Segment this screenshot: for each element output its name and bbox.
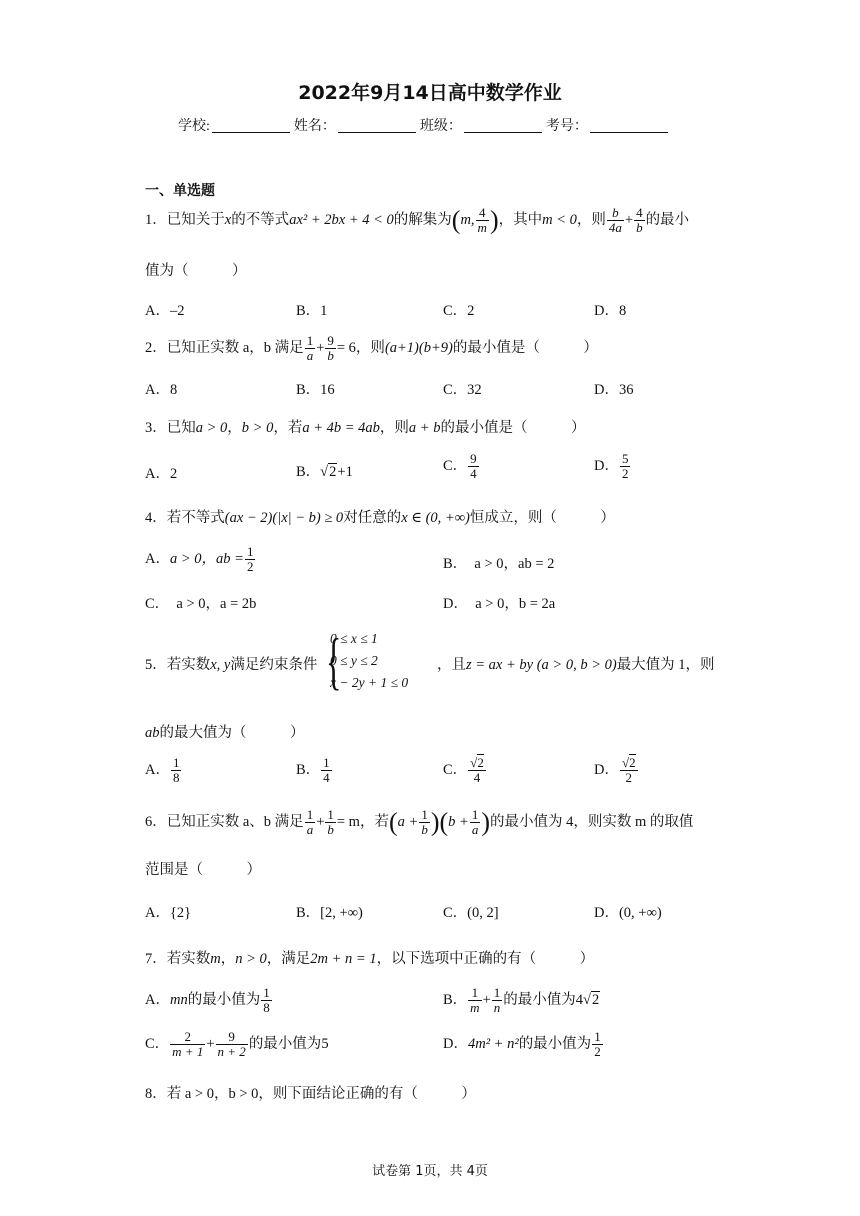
fraction-den: 4 xyxy=(323,770,330,785)
option-d[interactable]: D．8 xyxy=(594,303,627,319)
class-blank xyxy=(464,118,542,133)
fraction-den: 2 xyxy=(594,1044,601,1059)
math-expr: m < 0 xyxy=(542,211,577,228)
paren: ( xyxy=(451,205,461,235)
option-label: C． xyxy=(145,1035,170,1052)
fraction-num: 5 xyxy=(621,451,629,466)
question-text: 若不等式 xyxy=(166,510,225,526)
question-5-line2 xyxy=(145,721,305,742)
question-number: 5． xyxy=(145,657,167,673)
question-number: 2． xyxy=(145,339,167,356)
paren: ( xyxy=(388,807,398,837)
math-expr: 4m² + n² xyxy=(467,1035,519,1052)
math-var: mn xyxy=(169,991,188,1008)
question-number: 4． xyxy=(145,510,167,526)
fraction xyxy=(468,986,481,1015)
fraction-num: 2 xyxy=(170,1030,205,1045)
fraction-den: 8 xyxy=(172,770,180,785)
fraction-den: 4 xyxy=(473,770,481,785)
question-number: 3． xyxy=(145,420,167,436)
fraction xyxy=(620,756,638,785)
question-text: 若实数 xyxy=(166,951,211,967)
question-1-line2: 值为（ ） xyxy=(145,263,247,279)
fraction-num: 9 xyxy=(216,1030,248,1045)
math-var: x xyxy=(224,211,232,228)
student-info xyxy=(178,115,672,135)
fraction xyxy=(468,452,479,481)
radicand: 2 xyxy=(329,464,337,480)
fraction-num: 1 xyxy=(493,985,501,1000)
question-text: 的最大值为（ ） xyxy=(159,725,305,741)
option-b[interactable]: B． a > 0，ab = 2 xyxy=(443,556,555,572)
fraction xyxy=(321,756,332,785)
question-number: 1． xyxy=(145,211,167,228)
fraction-den: m xyxy=(477,220,487,235)
fraction-num: 4 xyxy=(476,206,489,221)
radicand: 2 xyxy=(629,755,636,770)
fraction-num: 1 xyxy=(263,985,270,1000)
option-label: B． xyxy=(443,991,468,1008)
fraction-num: 1 xyxy=(246,544,254,559)
option-d[interactable] xyxy=(594,756,639,785)
name-blank xyxy=(338,118,416,133)
option-a[interactable]: A．2 xyxy=(145,466,178,482)
fraction-den: 2 xyxy=(625,770,633,785)
option-b[interactable]: B．16 xyxy=(296,382,335,398)
math-expr: 5 xyxy=(321,1035,329,1052)
question-text: ， xyxy=(220,951,236,967)
page-title: 2022年9月14日高中数学作业 xyxy=(298,82,562,104)
option-label: D． xyxy=(594,761,619,778)
math-expr: a > 0，ab = xyxy=(169,550,244,567)
option-c[interactable] xyxy=(443,756,487,785)
question-number: 6． xyxy=(145,813,167,830)
fraction xyxy=(592,1030,603,1059)
question-5-cont xyxy=(437,653,715,674)
question-text: 若实数 xyxy=(166,657,211,673)
math-expr: m, xyxy=(460,211,475,228)
option-a[interactable] xyxy=(145,545,256,574)
math-expr: (a+1)(b+9) xyxy=(384,339,453,356)
section-heading: 一、单选题 xyxy=(145,183,215,199)
radicand: 2 xyxy=(591,991,600,1008)
question-text: 已知 xyxy=(166,420,196,436)
question-text: = m，若 xyxy=(336,813,389,830)
option-c[interactable]: C．(0, 2] xyxy=(443,905,499,921)
fraction-den: n xyxy=(493,1000,501,1015)
math-expr: x, y xyxy=(210,657,231,673)
fraction xyxy=(325,808,336,837)
paren: ) xyxy=(481,807,490,837)
page-footer: 试卷第 1页，共 4页 xyxy=(372,1164,488,1179)
fraction-num: 1 xyxy=(306,333,314,348)
fraction-num: 1 xyxy=(594,1029,601,1044)
question-text: 对任意的 xyxy=(343,510,402,526)
option-a[interactable]: A．–2 xyxy=(145,303,185,319)
fraction-den: b xyxy=(327,348,334,363)
option-d[interactable] xyxy=(443,1030,604,1059)
name-label: 姓名： xyxy=(293,119,336,134)
fraction-den: a xyxy=(471,822,479,837)
math-expr: a + 4b = 4ab xyxy=(302,420,380,436)
option-c[interactable]: C． a > 0，a = 2b xyxy=(145,596,257,612)
question-text: 已知正实数 a、b 满足 xyxy=(166,813,304,830)
math-expr: n > 0 xyxy=(235,951,267,967)
question-text: 若 a > 0，b > 0，则下面结论正确的有（ ） xyxy=(166,1086,476,1102)
option-label: D． xyxy=(594,457,619,474)
question-text: 恒成立，则（ ） xyxy=(469,510,615,526)
question-text: 的最小 xyxy=(645,211,690,228)
fraction xyxy=(419,808,430,837)
option-c[interactable]: C．32 xyxy=(443,382,482,398)
option-c[interactable]: C． $\frac{2}{m + 1}$ + $\frac{9}{n + 2}$ 的最小值为5 xyxy=(145,1029,329,1059)
question-text: 的最小值为 4，则实数 m 的取值 xyxy=(489,813,694,830)
option-label: A． xyxy=(145,761,170,778)
fraction-den: a xyxy=(306,822,314,837)
question-2: 2．已知正实数 a，b 满足 $\frac{1}{a}$ + $\frac{9}{b}$ = 6，则(a+1)(b+9)的最小值是（ ） xyxy=(145,333,598,363)
question-text: ， xyxy=(227,420,242,436)
option-a[interactable]: A．{2} xyxy=(145,905,192,921)
fraction xyxy=(171,756,182,785)
option-b[interactable]: B．[2, +∞) xyxy=(296,905,363,921)
math-expr: (ax − 2)(|x| − b) ≥ 0 xyxy=(224,510,344,526)
fraction-num: √2 xyxy=(470,755,484,770)
fraction-den: b xyxy=(327,822,334,837)
option-d[interactable]: D． a > 0，b = 2a xyxy=(443,596,556,612)
fraction xyxy=(468,756,486,785)
fraction xyxy=(634,206,645,235)
fraction-den: b xyxy=(636,220,643,235)
fraction-den: 2 xyxy=(246,559,254,574)
fraction xyxy=(325,334,336,363)
school-blank xyxy=(212,118,290,133)
fraction xyxy=(607,206,624,235)
question-text: ，且 xyxy=(437,657,466,673)
option-b[interactable] xyxy=(296,460,353,481)
question-text: ，以下选项中正确的有（ ） xyxy=(376,951,595,967)
option-b[interactable]: B． $\frac{1}{m}$ + $\frac{1}{n}$ 的最小值为4√2 xyxy=(443,985,600,1015)
fraction-den: n + 2 xyxy=(217,1044,246,1059)
fraction-num: 1 xyxy=(323,755,330,770)
fraction-num: 1 xyxy=(327,807,334,822)
option-label: B． xyxy=(296,464,321,480)
paren: )( xyxy=(430,807,449,837)
option-label: A． xyxy=(145,991,170,1008)
question-7 xyxy=(145,947,594,968)
fraction xyxy=(470,808,481,837)
fraction-num: b xyxy=(607,206,624,221)
option-text: 的最小值为 xyxy=(248,1035,322,1052)
option-c[interactable] xyxy=(443,452,480,481)
fraction-den: a xyxy=(306,348,314,363)
question-5 xyxy=(145,653,317,674)
fraction-num: 1 xyxy=(306,807,314,822)
question-text: 已知关于 xyxy=(166,211,225,228)
option-c[interactable]: C．2 xyxy=(443,303,475,319)
fraction xyxy=(476,206,489,235)
fraction-num: 1 xyxy=(421,807,428,822)
exam-no-label: 考号： xyxy=(545,119,588,134)
question-text: ，其中 xyxy=(498,211,543,228)
exam-no-blank xyxy=(590,118,668,133)
math-expr: a + xyxy=(397,813,419,830)
fraction-num: 1 xyxy=(468,986,481,1001)
fraction xyxy=(261,986,272,1015)
brace: { xyxy=(326,625,342,696)
math-expr: +1 xyxy=(337,464,353,480)
question-text: 的解集为 xyxy=(393,211,452,228)
fraction-num: √2 xyxy=(621,755,636,770)
constraint: 0 ≤ y ≤ 2 xyxy=(330,653,378,668)
fraction-den: m xyxy=(470,1000,480,1015)
question-3 xyxy=(145,416,585,437)
option-label: A． xyxy=(145,550,170,567)
fraction-num: 4 xyxy=(636,205,643,220)
math-expr: 4 xyxy=(575,991,583,1008)
question-text: ，则 xyxy=(576,211,606,228)
option-b[interactable] xyxy=(296,756,333,785)
option-a[interactable] xyxy=(145,986,273,1015)
math-expr: b + xyxy=(448,813,469,830)
math-op: + xyxy=(624,211,634,228)
constraint: x − 2y + 1 ≤ 0 xyxy=(330,675,409,690)
constraint: 0 ≤ x ≤ 1 xyxy=(330,631,378,646)
math-var: m xyxy=(210,951,221,967)
radicand: 2 xyxy=(477,755,484,770)
question-text: 的最小值是（ ） xyxy=(452,339,598,356)
math-expr: x ∈ (0, +∞) xyxy=(401,510,470,526)
option-text: 的最小值为 xyxy=(503,991,576,1008)
math-expr: a > 0 xyxy=(195,420,228,436)
fraction-num: 1 xyxy=(172,755,180,770)
fraction-den: b xyxy=(421,822,428,837)
option-label: C． xyxy=(443,761,468,778)
class-label: 班级： xyxy=(419,119,462,134)
fraction-den: 4a xyxy=(608,220,622,235)
question-text: 的不等式 xyxy=(231,211,290,228)
math-expr: 2m + n = 1 xyxy=(310,951,377,967)
question-text: 的最小值是（ ） xyxy=(440,420,586,436)
question-text: ，满足 xyxy=(266,951,311,967)
question-text: 最大值为 1，则 xyxy=(616,657,715,673)
question-text: ，若 xyxy=(273,420,303,436)
math-expr: ax² + 2bx + 4 < 0 xyxy=(289,211,394,228)
fraction xyxy=(620,452,631,481)
school-label: 学校: xyxy=(178,119,210,134)
question-8 xyxy=(145,1082,476,1103)
question-text: 满足约束条件 xyxy=(230,657,318,673)
paren: ) xyxy=(489,205,499,235)
option-a[interactable]: A．8 xyxy=(145,382,178,398)
constraint-system xyxy=(330,628,408,694)
fraction-num: 9 xyxy=(327,333,334,348)
math-var: ab xyxy=(145,725,160,741)
option-text: 的最小值为 xyxy=(187,991,261,1008)
question-text: 已知正实数 a，b 满足 xyxy=(166,339,304,356)
option-d[interactable] xyxy=(594,452,631,481)
option-b[interactable]: B．1 xyxy=(296,303,328,319)
sqrt: √2 xyxy=(583,991,600,1008)
fraction-num: 1 xyxy=(471,807,479,822)
fraction xyxy=(305,334,316,363)
fraction xyxy=(216,1030,248,1059)
question-4 xyxy=(145,506,615,527)
option-label: D． xyxy=(443,1035,468,1052)
question-text: = 6，则 xyxy=(336,339,385,356)
math-expr: z = ax + by (a > 0, b > 0) xyxy=(466,657,617,673)
question-1 xyxy=(145,206,689,235)
fraction xyxy=(492,986,503,1015)
option-d[interactable]: D．(0, +∞) xyxy=(594,905,662,921)
fraction-den: 4 xyxy=(470,466,477,481)
question-number: 8． xyxy=(145,1086,167,1102)
fraction xyxy=(305,808,316,837)
option-d[interactable]: D．36 xyxy=(594,382,634,398)
option-label: C． xyxy=(443,457,468,474)
question-number: 7． xyxy=(145,951,167,967)
math-expr: a + b xyxy=(408,420,441,436)
option-text: 的最小值为 xyxy=(518,1035,592,1052)
math-expr: b > 0 xyxy=(241,420,274,436)
question-6-line2: 范围是（ ） xyxy=(145,862,261,878)
option-label: B． xyxy=(296,761,321,778)
fraction xyxy=(245,545,256,574)
fraction-den: m + 1 xyxy=(172,1044,204,1059)
fraction-den: 2 xyxy=(621,466,629,481)
fraction-den: 8 xyxy=(263,1000,270,1015)
option-a[interactable] xyxy=(145,756,182,785)
fraction-num: 9 xyxy=(470,451,477,466)
question-text: ，则 xyxy=(379,420,409,436)
fraction xyxy=(170,1030,205,1059)
question-6: 6．已知正实数 a、b 满足 $\frac{1}{a}$ + $\frac{1}{b}$ = m，若(a + $\frac{1}{b}$ )(b + $\frac{1}{a}$ )的最小值为 4，则实数 m 的取值 xyxy=(145,807,694,837)
sqrt: √2 xyxy=(320,464,337,480)
